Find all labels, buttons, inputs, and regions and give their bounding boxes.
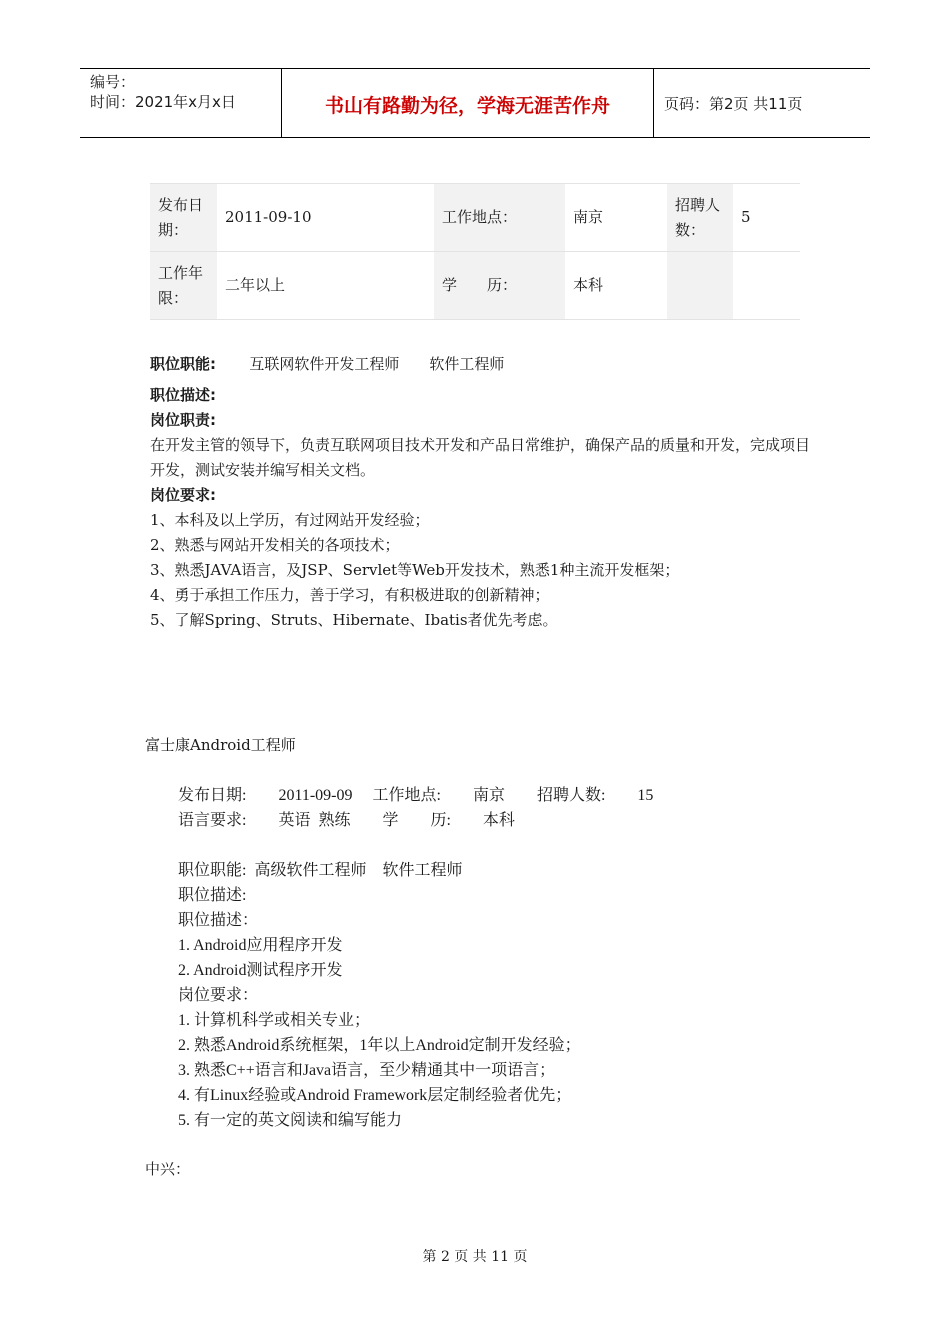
job2-description-label: 职位描述: [178,887,247,904]
headcount-value: 5 [733,184,800,252]
job-info-table [150,183,800,320]
job2-details [178,783,653,1133]
list-item: 1. 计算机科学或相关专业； [178,1012,371,1029]
job-function-label: 职位职能: [150,355,216,373]
empty-label [667,252,733,320]
experience-label: 工作年限： [150,252,217,320]
job-duty-label: 岗位职责: [150,411,216,429]
header-number: 编号： [90,73,136,91]
job2-info-line1: 发布日期: 2011-09-09 工作地点: 南京 招聘人数: 15 [178,787,654,804]
publish-date-value: 2011-09-10 [217,184,434,252]
job-description-label: 职位描述: [150,386,216,404]
job2-function: 职位职能: 高级软件工程师 软件工程师 [178,862,463,879]
company2-title: 富士康Android工程师 [145,736,296,754]
job2-info-line2: 语言要求: 英语 熟练 学 历: 本科 [178,812,515,829]
header-motto-cell [282,69,654,137]
list-item: 3. 熟悉C++语言和Java语言，至少精通其中一项语言； [178,1062,556,1079]
header-motto: 书山有路勤为径，学海无涯苦作舟 [324,95,610,117]
header-time: 时间：2021年x月x日 [90,93,236,111]
list-item: 5、了解Spring、Struts、Hibernate、Ibatis者优先考虑。 [150,611,558,629]
location-label: 工作地点： [434,184,565,252]
list-item: 2. Android测试程序开发 [178,962,343,979]
education-label: 学 历： [434,252,565,320]
list-item: 4. 有Linux经验或Android Framework层定制经验者优先； [178,1087,572,1104]
job2-requirement-label: 岗位要求： [178,987,259,1004]
list-item: 5. 有一定的英文阅读和编写能力 [178,1112,403,1129]
education-value: 本科 [565,252,667,320]
list-item: 2. 熟悉Android系统框架，1年以上Android定制开发经验； [178,1037,581,1054]
job2-description-label-2: 职位描述： [178,912,259,929]
list-item: 4、勇于承担工作压力，善于学习，有积极进取的创新精神； [150,586,550,604]
publish-date-label: 发布日期： [150,184,217,252]
job-function-value: 互联网软件开发工程师 软件工程师 [249,355,505,373]
table-row [150,184,800,252]
header-page-cell [654,69,870,137]
list-item: 3、熟悉JAVA语言，及JSP、Servlet等Web开发技术，熟悉1种主流开发框架； [150,561,680,579]
company3-title: 中兴： [145,1160,191,1178]
page-footer: 第 2 页 共 11 页 [422,1249,528,1265]
page-header [80,68,870,138]
experience-value: 二年以上 [217,252,434,320]
list-item: 1、本科及以上学历，有过网站开发经验； [150,511,430,529]
job-function-row [150,352,810,377]
list-item: 1. Android应用程序开发 [178,937,343,954]
job1-details [150,352,810,633]
job-duty-text: 在开发主管的领导下，负责互联网项目技术开发和产品日常维护，确保产品的质量和开发，完成项目开发，测试安装并编写相关文档。 [150,436,811,479]
list-item: 2、熟悉与网站开发相关的各项技术； [150,536,400,554]
headcount-label: 招聘人数： [667,184,733,252]
empty-value [733,252,800,320]
table-row [150,252,800,320]
header-page-number: 页码：第2页 共11页 [664,95,803,113]
header-meta-cell [80,69,282,137]
job-requirement-label: 岗位要求: [150,486,216,504]
location-value: 南京 [565,184,667,252]
